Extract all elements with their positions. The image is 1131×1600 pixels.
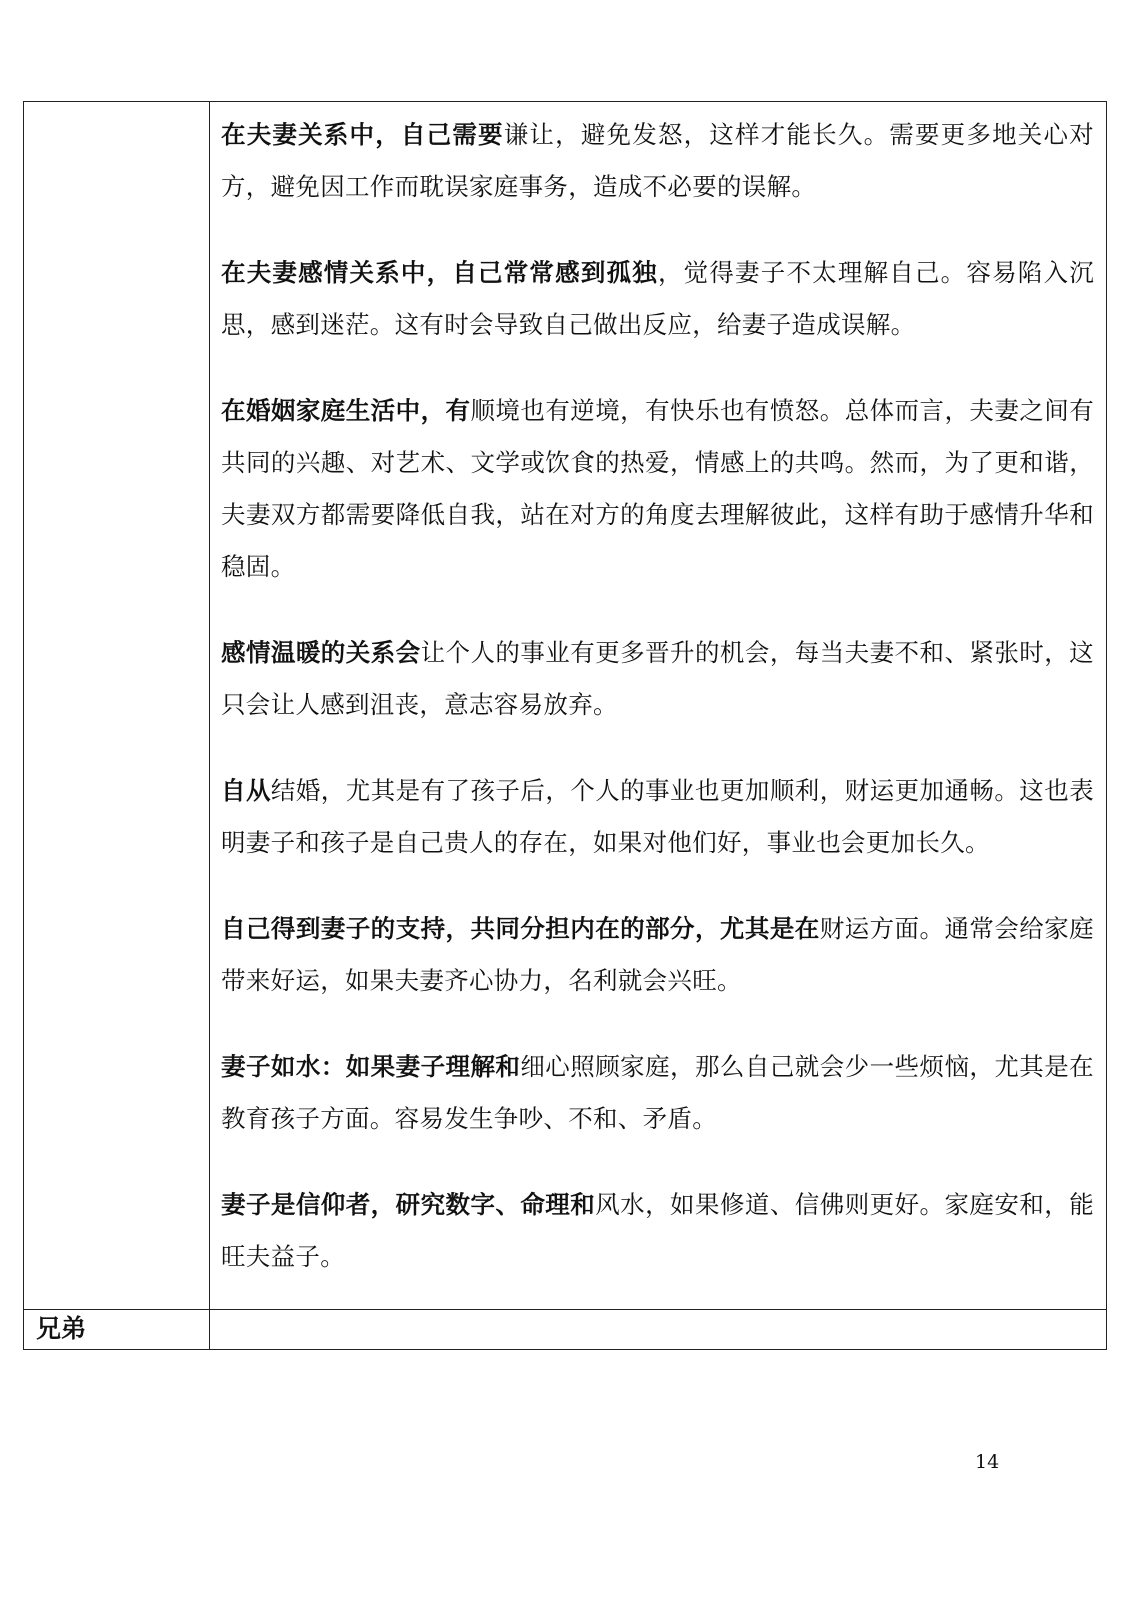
paragraph-bold-lead: 妻子是信仰者，研究数字、命理和 [221,1190,596,1219]
paragraph-bold-lead: 在婚姻家庭生活中，有 [221,396,471,425]
paragraph-text: ，觉得妻子不太理解自己。容易陷入沉思，感到迷茫。这有时会导致自己做出反应，给妻子造成误解。 [221,258,1094,339]
paragraph [221,385,1094,593]
paragraph [221,765,1094,869]
row-label-cell [24,1310,210,1350]
paragraph-text: 风水，如果修道、信佛则更好。家庭安和，能旺夫益子。 [221,1190,1095,1271]
paragraph [221,627,1094,731]
row-content-cell [210,102,1107,1310]
row-label: 兄弟 [36,1314,87,1343]
paragraph [221,1041,1094,1145]
paragraph-text: 结婚，尤其是有了孩子后，个人的事业也更加顺利，财运更加通畅。这也表明妻子和孩子是自己贵人的存在，如果对他们好，事业也会更加长久。 [221,776,1094,857]
paragraph [221,1179,1094,1283]
paragraph-text: 顺境也有逆境，有快乐也有愤怒。总体而言，夫妻之间有共同的兴趣、对艺术、文学或饮食的热爱，情感上的共鸣。然而，为了更和谐，夫妻双方都需要降低自我，站在对方的角度去理解彼此，这样有助于感情升华和稳固。 [221,396,1095,581]
row-content-cell [210,1310,1107,1350]
paragraph-bold-lead: 自从 [221,776,271,805]
paragraph-bold-lead: 感情温暖的关系会 [221,638,421,667]
paragraph [221,109,1094,213]
paragraph-text: 让个人的事业有更多晋升的机会，每当夫妻不和、紧张时，这只会让人感到沮丧，意志容易放弃。 [221,638,1094,719]
paragraph-text: 谦让，避免发怒，这样才能长久。需要更多地关心对方，避免因工作而耽误家庭事务，造成不必要的误解。 [221,120,1094,201]
table-row [24,102,1107,1310]
paragraph [221,247,1094,351]
paragraph-text: 财运方面。通常会给家庭带来好运，如果夫妻齐心协力，名利就会兴旺。 [221,914,1094,995]
row-label-cell [24,102,210,1310]
paragraph-bold-lead: 在夫妻关系中，自己需要 [221,120,504,149]
paragraph [221,903,1094,1007]
paragraph-text: 细心照顾家庭，那么自己就会少一些烦恼，尤其是在教育孩子方面。容易发生争吵、不和、矛盾。 [221,1052,1094,1133]
page-number: 14 [975,1451,1000,1473]
paragraph-bold-lead: 在夫妻感情关系中，自己常常感到孤独 [221,258,658,287]
content-table [23,101,1107,1350]
table-row [24,1310,1107,1350]
paragraph-bold-lead: 妻子如水：如果妻子理解和 [221,1052,521,1081]
paragraph-bold-lead: 自己得到妻子的支持，共同分担内在的部分，尤其是在 [221,914,820,943]
